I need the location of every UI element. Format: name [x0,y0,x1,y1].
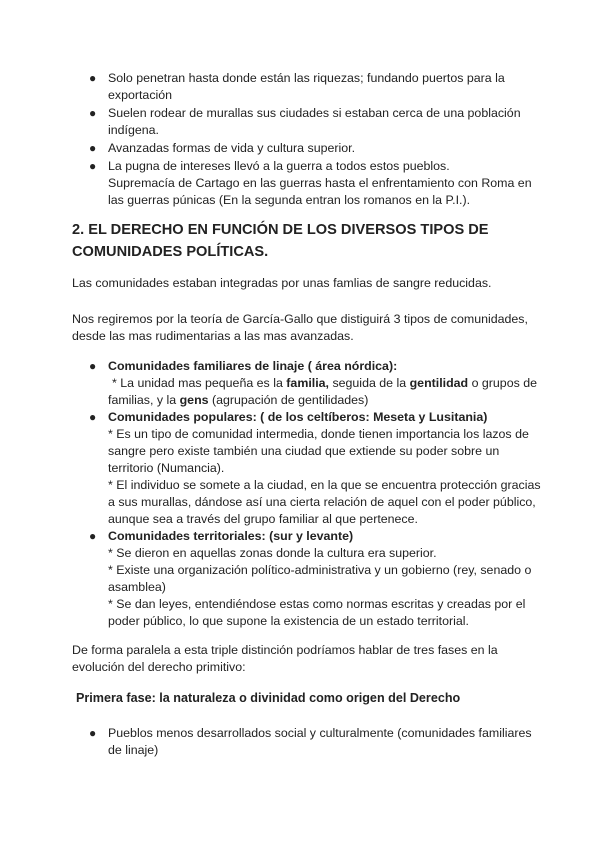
note-emphasis: gens [179,393,209,407]
bullet-icon: ● [89,410,97,424]
list-item-text: La pugna de intereses llevó a la guerra a todos estos pueblos. [108,159,450,173]
list-item [72,140,542,157]
note-text: (agrupación de gentilidades) [208,393,369,407]
bullet-icon: ● [89,529,97,543]
bullet-icon: ● [89,159,97,173]
list-item-text: Pueblos menos desarrollados social y culturalmente (comunidades familiares de linaje) [108,726,532,757]
list-item-text: Suelen rodear de murallas sus ciudades si estaban cerca de una población indígena. [108,106,521,137]
list-item [72,70,542,104]
note-text: o grupos de familias, y la [108,376,538,407]
note-text: * La unidad mas pequeña es la [112,376,287,390]
list-item-territoriales [72,528,542,630]
note-text: seguida de la [329,376,410,390]
community-types-list [72,358,542,630]
paragraph-theory: Nos regiremos por la teoría de García-Gallo que distiguirá 3 tipos de comunidades, desde las mas rudimentarias a las mas avanzadas. [72,312,528,343]
list-item-text: Solo penetran hasta donde están las riquezas; fundando puertos para la exportación [108,71,505,102]
bullet-icon: ● [89,71,97,85]
list-item [72,725,542,759]
community-title: Comunidades familiares de linaje ( área nórdica): [108,359,398,373]
list-item [72,105,542,139]
community-note [108,375,542,409]
bullet-icon: ● [89,359,97,373]
community-note: * Es un tipo de comunidad intermedia, donde tienen importancia los lazos de sangre pero existe también una ciudad que extiende su poder sobre un territorio (Numancia). [108,427,529,475]
paragraph-phases: De forma paralela a esta triple distinción podríamos hablar de tres fases en la evolución del derecho primitivo: [72,643,498,674]
community-note: * Se dieron en aquellas zonas donde la cultura era superior. [108,546,437,560]
community-note: * El individuo se somete a la ciudad, en la que se encuentra protección gracias a sus murallas, dándose así una cierta relación de aquel con el poder público, aunque sea a través del grupo familiar al que pertenece. [108,478,541,526]
bullet-icon: ● [89,726,97,740]
bullet-icon: ● [89,141,97,155]
phase-one-list [72,725,542,759]
phase-heading: Primera fase: la naturaleza o divinidad como origen del Derecho [76,691,461,705]
note-emphasis: familia, [286,376,329,390]
community-note: * Se dan leyes, entendiéndose estas como normas escritas y creadas por el poder público, lo que supone la existencia de un estado territorial. [108,597,526,628]
list-item-populares [72,409,542,528]
list-item [72,158,542,209]
community-title: Comunidades territoriales: (sur y levante) [108,529,354,543]
community-title: Comunidades populares: ( de los celtíberos: Meseta y Lusitania) [108,410,488,424]
bullet-icon: ● [89,106,97,120]
note-emphasis: gentilidad [409,376,469,390]
paragraph-intro: Las comunidades estaban integradas por unas famlias de sangre reducidas. [72,276,492,290]
phoenician-traits-list [72,70,542,210]
list-item-continuation: Supremacía de Cartago en las guerras hasta el enfrentamiento con Roma en las guerras púnicas (En la segunda entran los romanos en la P.I.). [108,176,532,207]
community-note: * Existe una organización político-administrativa y un gobierno (rey, senado o asamblea) [108,563,532,594]
list-item-text: Avanzadas formas de vida y cultura superior. [108,141,356,155]
section-heading: 2. EL DERECHO EN FUNCIÓN DE LOS DIVERSOS TIPOS DE COMUNIDADES POLÍTICAS. [72,222,489,260]
list-item-familiares [72,358,542,409]
